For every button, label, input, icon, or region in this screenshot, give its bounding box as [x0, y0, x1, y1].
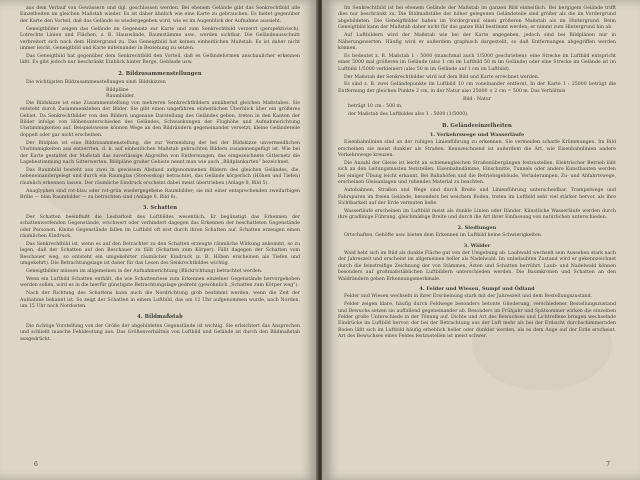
ratio-result-text: der Maßstab des Luftbildes also 1 : 5000	[348, 112, 446, 118]
paragraph: Nach der Richtung des Schattens kann auch die Nordrichtung grob bestimmt werden, wenn die Zeit der Aufnahme bekannt ist. So zeigt der Schatten in einem Luftbild, das um 12 Uhr aufgenommen wurde, nach Norden, um 15 Uhr nach Nordosten.	[20, 291, 300, 310]
section-heading: 2. Bildzusammenstellungen	[118, 70, 202, 77]
paragraph: Felder zeigen klare, häufig durch Feldwege besonders betonte Gliederung, verschiedener Bestellungszustand und Bewuchs setzen sie auffallend gegeneinander ab. Besonders im Frühjahr und Spätsommer wirken die einzelnen Felder große Unterschiede in der Tönung auf. Dichte und Art des Bewuchses und Lichtreflexe bringen wechselnde Eindrücke im Luftbild hervor, der bei der Betrachtung aus der Luft mehr als bei der Erdsicht durchschimmernden Boden läßt sich im Luftbild häufig erheblich heller oder dunkler werden, als es dem Auge auf der Erde erscheint. Art des Bewuchses eines Feldes festzustellen ist meist schwer.	[338, 302, 616, 340]
paragraph: Das Senkrechtbild ist, wenn es auf den Betrachter zu den Schatten erzeugte räumliche Wirkung ankommt, so zu legen, daß der Schatten auf den Beschauer zu fällt (Schatten zum Körper). Fällt dagegen der Schatten vom Beschauer weg, so entsteht ein umgekehrter räumlicher Eindruck (z. B. Höhen erscheinen als Tiefen und umgekehrt). Die Betrachtungslage ist daher für das Lesen des Senkrechtbildes wichtig.	[20, 241, 300, 267]
paragraph: Die wichtigsten Bildzusammenstellungen sind: Bildskizzen	[26, 80, 166, 86]
ratio-line: beträgt 10 cm : 500 m,	[348, 104, 403, 110]
left-page	[0, 0, 318, 480]
ratio-result-fraction: 1/5000	[448, 112, 466, 118]
paragraph: Die richtige Vorstellung von der Größe der abgebildeten Gegenstände ist wichtig. Sie erleichtert das Ansprechen und schließt manche Fehldeutung aus. Das Größenverhältnis von Luftbild und Gelände ist durch den Bildmaßstab ausgedrückt.	[20, 323, 300, 342]
paragraph: Die Bildskizze ist eine Zusammenstellung von mehreren Senkrechtbildern annähernd gleichen Maßstabes. Sie entsteht durch Zusammenkleben der Bilder. Sie gibt einen ungefähren einheitlichen Überblick über ein größeres Gebiet. Da Senkrechtbilder von den Bildern ungenaue Darstellung des Geländes geben, treten in den Kanten der Bilder infolge von Höhenunterschieden des Geländes, Schwankungen der Flughöhe und Aufnahmerichtung Unstimmigkeiten auf. Beispielsweise können Wege an den Bildrändern gegeneinander versetzt, kleine Geländeteile doppelt oder gar nicht erscheinen.	[20, 100, 300, 138]
paragraph: Anaglyphen sind rot-blau oder rot-grün wiedergegebene Raumbilder; sie mit einer entsprechenden zweifarbigen Brille — blau Raumbilder — zu betrachten sind (Anlage 8, Bild 6).	[20, 188, 300, 200]
page-number: 6	[34, 461, 38, 468]
subsection-heading: 4. Felder und Wiesen, Sumpf und Ödland	[419, 285, 535, 292]
paragraph: Wasserläufe erscheinen im Luftbild meist als dunkle Linien oder Bänder. Künstliche Wasserläufe werden durch ihre gradlinige Führung, gleichmäßige Breite und durch die Art ihrer Einfassung von natürlichen unterschieden.	[338, 208, 616, 221]
paragraph: aus dem Verlauf von Gewässern und dgl. geschlossen werden. Bei ebenem Gelände gibt das Senkrechtbild alle Einzelheiten im gleichen Maßstab wieder. Es ist daher ähnlich wie eine Karte zu gebrauchen. Es bietet gegenüber der Karte den Vorteil, daß das Gelände so wiedergegeben wird, wie es im Augenblick der Aufnahme aussieht.	[20, 6, 300, 24]
subsection-heading: 2. Siedlungen	[457, 224, 497, 231]
left-page-text	[20, 6, 300, 474]
section-heading: 4. Bildmaßstab	[137, 314, 183, 321]
paragraph: Der Bildplan ist eine Bildzusammenstellung, die zur Vermeidung der bei der Bildskizze unvermeidlichen Unstimmigkeiten aus entzerrten, d. h. auf einheitlichen Maßstab gebrachten Bildern zusammengefügt ist. Wie bei der Karte gestattet der Maßstab das zuverlässige Abgreifen von Entfernungen, das eingezeichnete Gitternetz die Lagebestimmung nach Gitterwerten. Bildpläne großer Gebiete nennt man wie auch „Bildplankarten“ bezeichnet.	[20, 140, 300, 165]
paragraph: Geneigtbilder zeigen das Gelände im Gegensatz zur Karte und zum Senkrechtbild verzerrt (perspektivisch). Lotrechte Linien und Flächen, z. B. Hauswände, Baumstämme usw., werden sichtbar. Die Geländeausschnitt verbreitert sich nach dem Hintergrund zu. Das Geneigtbild hat keinen einheitlichen Maßstab. Es ist daher nicht immer leicht, Geneigtbild und Karte miteinander in Beziehung zu setzen.	[20, 26, 300, 51]
paragraph: Im Senkrechtbild ist bei ebenem Gelände der Maßstab im ganzen Bild einheitlich. Bei bergigem Gelände trifft dies nur beschränkt zu. Die Bildmaßstäbe der höher gelegenen Geländeteile sind größer als die im Vordergrund abgebildeten. Die Geneigtbilder haben im Vordergrund einen größeren Maßstab als im Hintergrund. Beim Geneigtbild kann der Maßstab daher nicht für das ganze Bild bestimmt werden; er nimmt zum Hintergrund hin ab.	[338, 6, 616, 31]
paragraph: Auf Luftbildern wird der Maßstab wie bei der Karte angegeben, jedoch sind bei Bildplänen nur in Näherungswerten. Häufig wird er außerdem graphisch dargestellt, so daß Entfernungen abgegriffen werden können.	[338, 33, 616, 51]
list-item: Raumbilder.	[106, 94, 135, 100]
right-page	[322, 0, 640, 480]
ratio-result: der Maßstab des Luftbildes also 1 : 5000 (1/5000).	[348, 112, 469, 118]
paragraph: Wenn ein Luftbild Schatten enthält, die wie Schattenriese zum Erkennen einzelner Gegenstände hervorgehoben werden sollen, wird es in die hierfür günstigste Betrachtungslage gedreht (gewöhnlich „Schatten zum Körper weg“).	[20, 276, 300, 289]
ratio-label: Bild : Natur	[462, 96, 492, 102]
paragraph: Ortschaften, Gehöfte usw. bieten dem Erkennen im Luftbild keine Schwierigkeiten.	[344, 233, 543, 239]
paragraph: Der Maßstab der Senkrechtbilder wird auf dem Bild und Karte errechnet werden.	[344, 74, 540, 80]
paragraph: Eisenbahnlinien sind an der ruhigen Linienführung zu erkennen. Sie vermeiden scharfe Krümmungen. Im Bild erscheinen sie meist dunkler als Straßen. Kennzeichnend ist außerdem die Art, wie Eisenbahnlinien andere Verkehrswege kreuzen.	[338, 140, 616, 159]
paragraph: Das Geneigtbild hat gegenüber dem Senkrechtbild den Vorteil, daß es Geländeformen anschaulicher erkennen läßt. Es gibt jedoch nur beschränkt Einblick hinter Berge, Gebäude usw.	[20, 53, 300, 66]
paragraph: Geneigtbilder müssen im allgemeinen in der Aufnahmerichtung (Blickrichtung) betrachtet werden.	[26, 269, 263, 275]
right-page-text	[338, 6, 616, 474]
paragraph: Das Raumbild besteht aus zwei in gewissem Abstand aufgenommenen Bildern des gleichen Geländes, die, nebeneinandergelegt und durch ein Raumglas (Stereoskop) betrachtet, das Gelände körperlich (Höhen und Tiefen) räumlich erkennen lassen. Der räumliche Eindruck erscheint dabei meist übertrieben (Anlage 8, Bild 5).	[20, 167, 300, 186]
paragraph: Wald hebt sich im Bild als dunkle Fläche gut von der Umgebung ab. Laubwald wechselt sein Aussehen stark nach der Jahreszeit und erscheint im allgemeinen heller als Nadelwald. Im unbelaubten Zustand wird er gekennzeichnet durch die feinstreifige Zeichnung der von Stämmen, Ästen und Schatten herrührt. Laub- und Nadelwald können besonders auf großmaßstäblichen Luftbildern unterschieden werden. Die Baumkronen und Schatten an den Waldrändern geben Erkennungsmerkmale.	[338, 250, 616, 282]
subsection-heading: 3. Wälder	[463, 242, 491, 249]
part-heading: B. Geländeeinzelheiten	[442, 122, 512, 129]
paragraph: Felder und Wiesen wechseln in ihrer Erscheinung stark mit der Jahreszeit und dem Bestellungszustand.	[344, 294, 593, 300]
paragraph: Autobahnen, Straßen und Wege sind durch Breite und Linienführung unterscheidbar. Trampelwege und Fahrspuren im freien Gelände, besonders bei weichem Boden, treten im Luftbild sehr viel stärker hervor, als ihre Sichtbarkeit auf der Erde vermuten ließe.	[338, 188, 616, 206]
section-heading: 3. Schatten	[142, 205, 178, 212]
paragraph: Es sind z. B. zwei Geländepunkte im Luftbild 10 cm voneinander entfernt. In der Karte 1 : 25000 beträgt die Entfernung der gleichen Punkte 2 cm, in der Natur also 25000 × 2 cm = 500 m. Das Verhältnis	[338, 82, 616, 94]
subsection-heading: 1. Verkehrswege und Wasserläufe	[429, 131, 525, 138]
page-number: 7	[606, 461, 610, 468]
paragraph: Der Schatten beeinflußt die Lesbarkeit des Luftbildes wesentlich. Er begünstigt das Erkennen der schattenwerfenden Gegenstände, erschwert oder verhindert dagegen das Erkennen der beschatteten Gegenstände oder Personen. Kleine Gegenstände fallen im Luftbild oft erst durch ihren Schatten auf. Schatten erzeugen einen räumlichen Eindruck.	[20, 214, 300, 239]
paragraph: Es bedeutet z. B. Maßstab 1 : 5000 (manchmal auch 1/5000 geschrieben): eine Strecke im Luftbild entspricht einer 5000 mal größeren im Gelände (also 1 cm im Luftbild 50 m im Gelände) oder eine Strecke im Gelände ist im Luftbild 1/5000 verkleinert (also 50 m im Gelände auf 1 cm im Luftbild).	[338, 53, 616, 72]
list-item: Bildpläne	[106, 87, 129, 93]
paragraph: Die Anzahl der Gleise ist leicht an schienengleichen Straßenübergängen festzustellen. Elektrischer Betrieb läßt sich an den Leitungsmasten feststellen. Eisenbahndämme, Einschnitte, Tunnels oder andere Kunstbauten werden bei einiger Übung leicht erkannt. Bei Bahnhöfen und die Betriebsgebäude, Verladerampen, Zu- und Abfahrtswege, erscheinen Gleisanlagen und ruhendes Material zu beachten.	[338, 161, 616, 186]
